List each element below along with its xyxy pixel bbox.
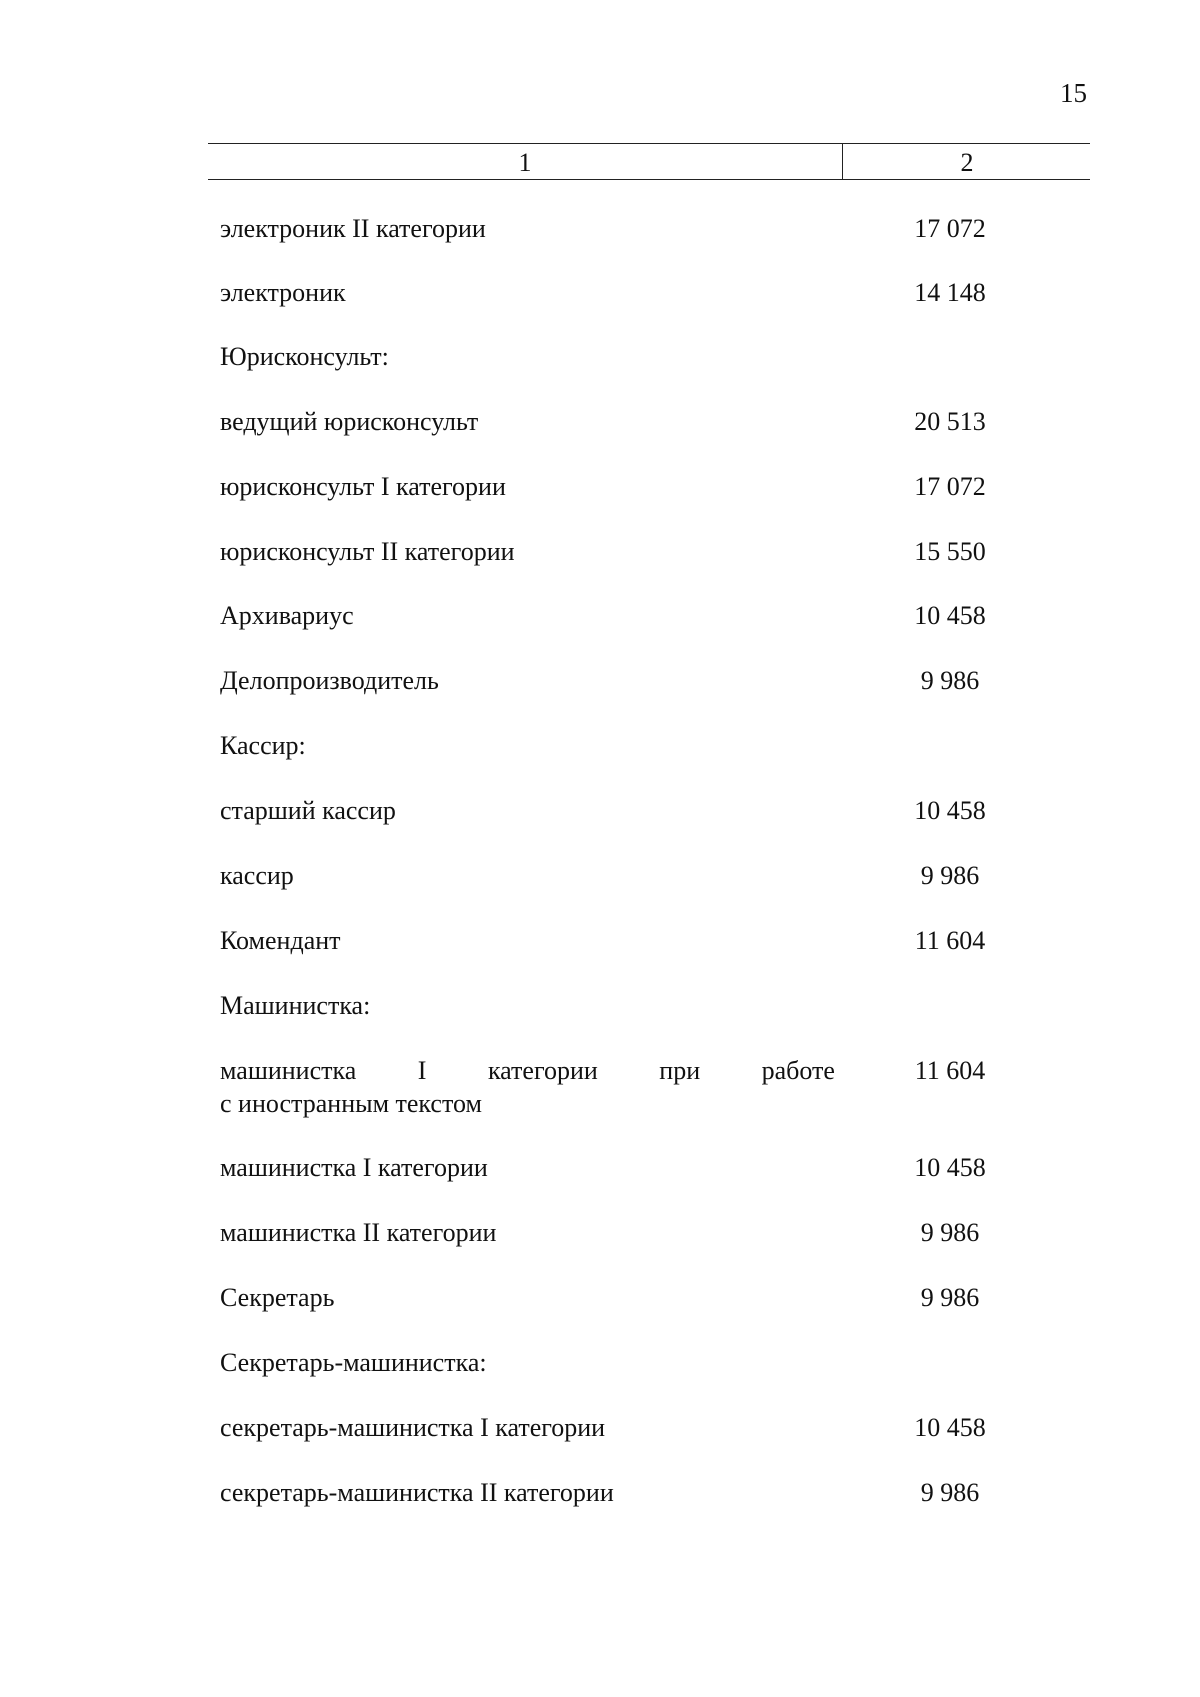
salary-value: 17 072	[914, 472, 986, 501]
section-heading: Машинистка:	[220, 991, 371, 1020]
position-name: старший кассир	[220, 796, 396, 825]
salary-value: 15 550	[914, 537, 986, 566]
salary-value: 10 458	[914, 601, 986, 630]
salary-value: 9 986	[920, 1218, 980, 1247]
table-header	[208, 143, 1090, 180]
position-name: секретарь-машинистка II категории	[220, 1478, 614, 1507]
position-name: Комендант	[220, 926, 341, 955]
salary-value: 11 604	[914, 1056, 986, 1085]
position-name: кассир	[220, 861, 294, 890]
position-name: секретарь-машинистка I категории	[220, 1413, 606, 1442]
salary-value: 17 072	[914, 214, 986, 243]
salary-value: 9 986	[920, 861, 980, 890]
position-name: Секретарь	[220, 1283, 335, 1312]
salary-value: 10 458	[914, 796, 986, 825]
salary-value: 9 986	[920, 1478, 980, 1507]
position-name: электроник	[220, 278, 346, 307]
position-name: машинистка II категории	[220, 1218, 497, 1247]
position-name: Делопроизводитель	[220, 666, 439, 695]
salary-value: 20 513	[914, 407, 986, 436]
salary-value: 11 604	[914, 926, 986, 955]
position-name: юрисконсульт I категории	[220, 472, 506, 501]
position-name-word: машинистка	[220, 1056, 357, 1085]
salary-value: 9 986	[920, 1283, 980, 1312]
position-name-word: работе	[761, 1056, 835, 1085]
table-header-col-2: 2	[960, 148, 974, 177]
table-header-col-1: 1	[208, 144, 843, 179]
position-name: электроник II категории	[220, 214, 486, 243]
position-name-word: категории	[487, 1056, 598, 1085]
position-name-word: при	[659, 1056, 701, 1085]
position-name-line2: с иностранным текстом	[220, 1089, 482, 1118]
position-name: Архивариус	[220, 601, 354, 630]
position-name-word: I	[417, 1056, 427, 1085]
section-heading: Юрисконсульт:	[220, 342, 389, 371]
position-name: машинистка I категории	[220, 1153, 488, 1182]
salary-value: 10 458	[914, 1413, 986, 1442]
section-heading: Кассир:	[220, 731, 306, 760]
salary-value: 9 986	[920, 666, 980, 695]
page-number: 15	[1060, 78, 1087, 108]
salary-value: 14 148	[914, 278, 986, 307]
section-heading: Секретарь-машинистка:	[220, 1348, 487, 1377]
position-name: ведущий юрисконсульт	[220, 407, 479, 436]
position-name: юрисконсульт II категории	[220, 537, 515, 566]
position-name	[220, 1054, 835, 1118]
salary-value: 10 458	[914, 1153, 986, 1182]
